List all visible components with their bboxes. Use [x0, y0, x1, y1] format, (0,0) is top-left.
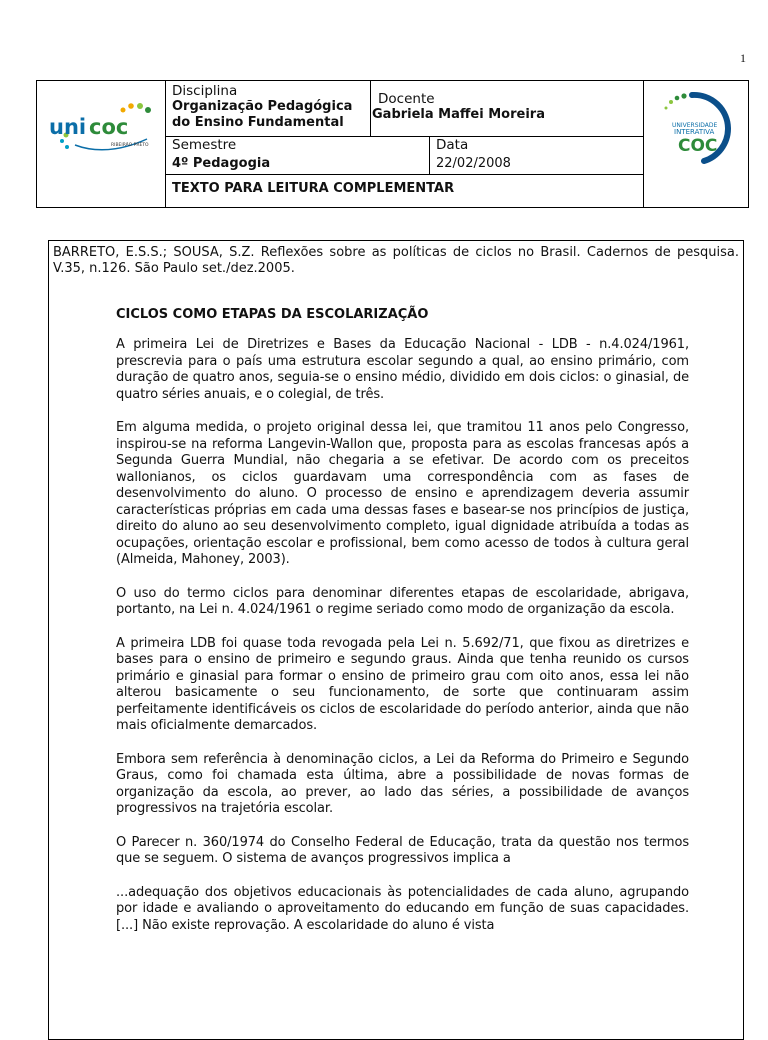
- paragraph: O Parecer n. 360/1974 do Conselho Federal de Educação, trata da questão nos termos que se seguem. O sistema de avanços progressivos implica a: [116, 834, 689, 866]
- article-body: [116, 307, 689, 934]
- svg-text:UNIVERSIDADE: UNIVERSIDADE: [672, 122, 718, 129]
- semestre-value: 4º Pedagogia: [172, 156, 271, 171]
- data-cell: [430, 137, 644, 175]
- data-value: 22/02/2008: [436, 156, 511, 171]
- paragraph: A primeira Lei de Diretrizes e Bases da Educação Nacional - LDB - n.4.024/1961, prescrevia para o país uma estrutura escolar segundo a qual, ao ensino primário, com duração de quatro anos, seguia-se o ensino médio, dividido em dois ciclos: o ginasial, de quatro séries anuais, e o colegial, de três.: [116, 337, 689, 402]
- disciplina-label: Disciplina: [172, 83, 238, 99]
- disciplina-value-line2: do Ensino Fundamental: [172, 115, 344, 130]
- page-number: 1: [740, 51, 746, 65]
- quotation-paragraph: ...adequação dos objetivos educacionais às potencialidades de cada aluno, agrupando por idade e avaliando o aproveitamento do educando em função de suas capacidades. [...] Não existe reprovação. A escolaridade do aluno é vista: [116, 884, 689, 933]
- docente-value: Gabriela Maffei Moreira: [372, 107, 545, 122]
- disciplina-value-line1: Organização Pedagógica: [172, 99, 353, 114]
- svg-text:RIBEIRÃO PRETO: RIBEIRÃO PRETO: [111, 143, 149, 148]
- reading-content-box: [48, 240, 744, 1040]
- svg-text:uni: uni: [49, 115, 87, 139]
- paragraph: O uso do termo ciclos para denominar diferentes etapas de escolaridade, abrigava, portanto, na Lei n. 4.024/1961 o regime seriado como modo de organização da escola.: [116, 585, 689, 617]
- docente-cell: [371, 81, 644, 137]
- semestre-label: Semestre: [172, 137, 237, 153]
- document-title: TEXTO PARA LEITURA COMPLEMENTAR: [172, 181, 455, 196]
- document-title-cell: [166, 175, 644, 207]
- svg-text:INTERATIVA: INTERATIVA: [674, 128, 715, 136]
- section-title: CICLOS COMO ETAPAS DA ESCOLARIZAÇÃO: [116, 307, 429, 322]
- paragraph: Embora sem referência à denominação ciclos, a Lei da Reforma do Primeiro e Segundo Graus, como foi chamada esta última, abre a possibilidade de novas formas de organização da escola, ao prever, ao lado das séries, a possibilidade de avanços progressivos na trajetória escolar.: [116, 751, 689, 816]
- semestre-cell: [166, 137, 430, 175]
- unicoc-logo: [37, 81, 166, 207]
- universidade-interativa-coc-logo: [643, 81, 748, 207]
- svg-text:coc: coc: [89, 115, 129, 139]
- paragraph: A primeira LDB foi quase toda revogada pela Lei n. 5.692/71, que fixou as diretrizes e bases para o ensino de primeiro e segundo graus. Ainda que tenha reunido os cursos primário e ginasial para formar o ensino de primeiro grau com oito anos, essa lei não alterou basicamente o seu funcionamento, de sorte que continuaram assim perfeitamente identificáveis os ciclos de escolaridade do período anterior, ainda que não mais oficialmente demarcados.: [116, 635, 689, 733]
- disciplina-cell: [166, 81, 371, 137]
- bibliographic-citation: BARRETO, E.S.S.; SOUSA, S.Z. Reflexões sobre as políticas de ciclos no Brasil. Cadernos de pesquisa. V.35, n.126. São Paulo set./dez.2005.: [53, 245, 739, 276]
- svg-text:COC: COC: [678, 136, 718, 156]
- header-table: [36, 80, 749, 208]
- paragraph: Em alguma medida, o projeto original dessa lei, que tramitou 11 anos pelo Congresso, inspirou-se na reforma Langevin-Wallon que, proposta para as escolas francesas após a Segunda Guerra Mundial, não chegaria a se efetivar. De acordo com os preceitos wallonianos, os ciclos guardavam uma correspondência com as fases de desenvolvimento do aluno. O processo de ensino e aprendizagem deveria assumir características próprias em cada uma dessas fases e basear-se nos princípios de justiça, direito do aluno ao seu desenvolvimento completo, igual dignidade atribuída a todas as ocupações, orientação escolar e profissional, bem como acesso de todos à cultura geral (Almeida, Mahoney, 2003).: [116, 420, 689, 567]
- data-label: Data: [436, 137, 469, 153]
- docente-label: Docente: [378, 91, 435, 107]
